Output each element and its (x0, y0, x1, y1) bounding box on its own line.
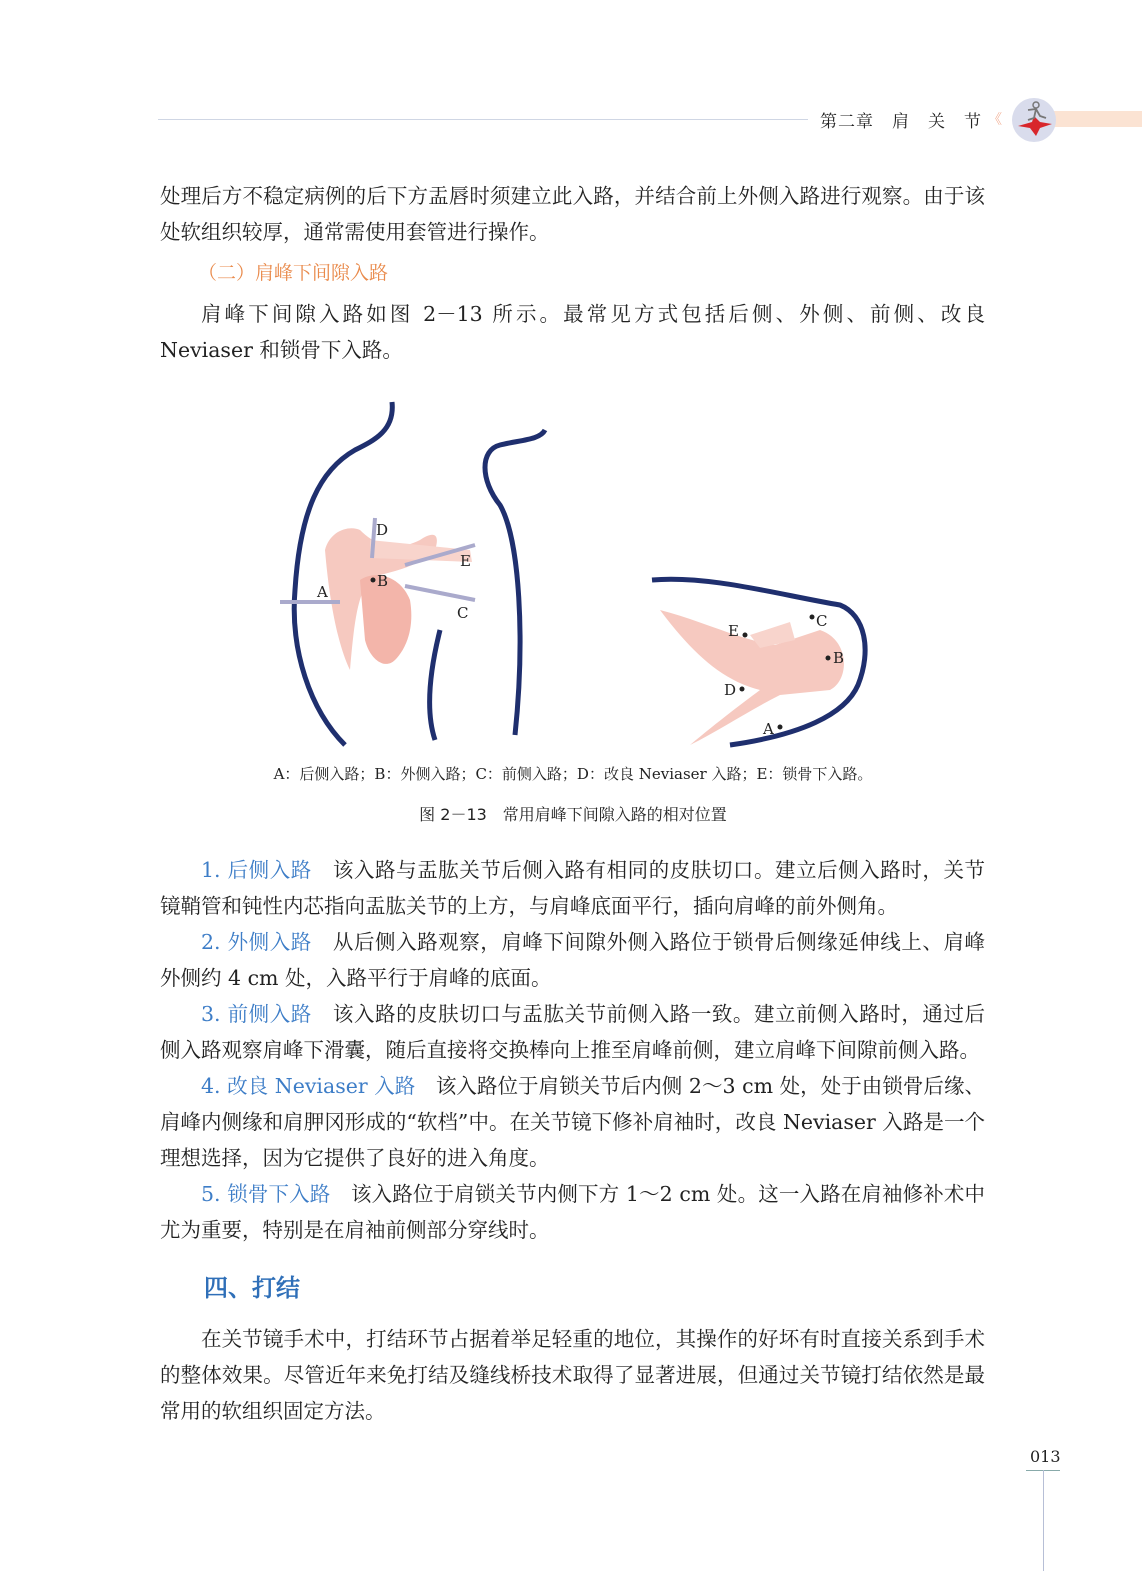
label-e2: E (728, 622, 739, 640)
label-a: A (317, 583, 328, 601)
subheading: （二）肩峰下间隙入路 (198, 262, 389, 284)
list-item (160, 996, 985, 1068)
label-d: D (376, 521, 389, 539)
label-a2: A (763, 720, 774, 738)
superior-view (652, 579, 865, 745)
item-text: 该入路与盂肱关节后侧入路有相同的皮肤切口。建立后侧入路时，关节镜鞘管和钝性内芯指向盂肱关节的上方，与肩峰底面平行，插向肩峰的前外侧角。 (160, 858, 986, 918)
list-item (160, 1176, 985, 1248)
item-text: 该入路位于肩锁关节后内侧 2～3 cm 处，处于由锁骨后缘、肩峰内侧缘和肩胛冈形成的“软档”中。在关节镜下修补肩袖时，改良 Neviaser 入路是一个理想选择，因为它提供了良好的进入角度。 (160, 1074, 985, 1170)
figure-caption: 图 2－13 常用肩峰下间隙入路的相对位置 (419, 805, 727, 824)
list-item (160, 852, 985, 924)
list-item (160, 1068, 985, 1176)
label-e: E (460, 552, 471, 570)
label-b: B (377, 572, 389, 590)
item-title: 3. 前侧入路 (201, 1002, 312, 1026)
list-item (160, 924, 985, 996)
chapter-title: 第二章 肩 关 节 (820, 112, 982, 132)
item-title: 4. 改良 Neviaser 入路 (201, 1074, 416, 1098)
paragraph: 处理后方不稳定病例的后下方盂唇时须建立此入路，并结合前上外侧入路进行观察。由于该处软组织较厚，通常需使用套管进行操作。 (160, 184, 985, 244)
item-text: 该入路位于肩锁关节内侧下方 1～2 cm 处。这一入路在肩袖修补术中尤为重要，特别是在肩袖前侧部分穿线时。 (160, 1182, 986, 1242)
label-c2: C (816, 612, 828, 630)
margin-rule (1043, 1470, 1044, 1571)
runner-logo-icon (1010, 96, 1058, 144)
label-c: C (457, 604, 469, 622)
item-title: 2. 外侧入路 (201, 930, 312, 954)
item-text: 从后侧入路观察，肩峰下间隙外侧入路位于锁骨后侧缘延伸线上、肩峰外侧约 4 cm 处，入路平行于肩峰的底面。 (160, 930, 986, 990)
page-number: 013 (1030, 1447, 1061, 1466)
label-d2: D (724, 681, 737, 699)
paragraph: 肩峰下间隙入路如图 2－13 所示。最常见方式包括后侧、外侧、前侧、改良 Neviaser 和锁骨下入路。 (160, 302, 985, 362)
section-heading: 四、打结 (204, 1274, 300, 1302)
item-title: 1. 后侧入路 (201, 858, 312, 882)
item-text: 该入路的皮肤切口与盂肱关节前侧入路一致。建立前侧入路时，通过后侧入路观察肩峰下滑囊，随后直接将交换棒向上推至肩峰前侧，建立肩峰下间隙前侧入路。 (160, 1002, 986, 1062)
item-title: 5. 锁骨下入路 (201, 1182, 331, 1206)
figure-legend: A：后侧入路；B：外侧入路；C：前侧入路；D：改良 Neviaser 入路；E：锁骨下入路。 (273, 765, 873, 783)
paragraph: 在关节镜手术中，打结环节占据着举足轻重的地位，其操作的好坏有时直接关系到手术的整体效果。尽管近年来免打结及缝线桥技术取得了显著进展，但通过关节镜打结依然是最常用的软组织固定方法。 (160, 1327, 985, 1423)
header-rule (158, 119, 808, 120)
shoulder-figure (260, 390, 900, 760)
chevron-icon: 《 (988, 112, 1002, 128)
label-b2: B (833, 649, 845, 667)
anterior-view (280, 402, 545, 745)
